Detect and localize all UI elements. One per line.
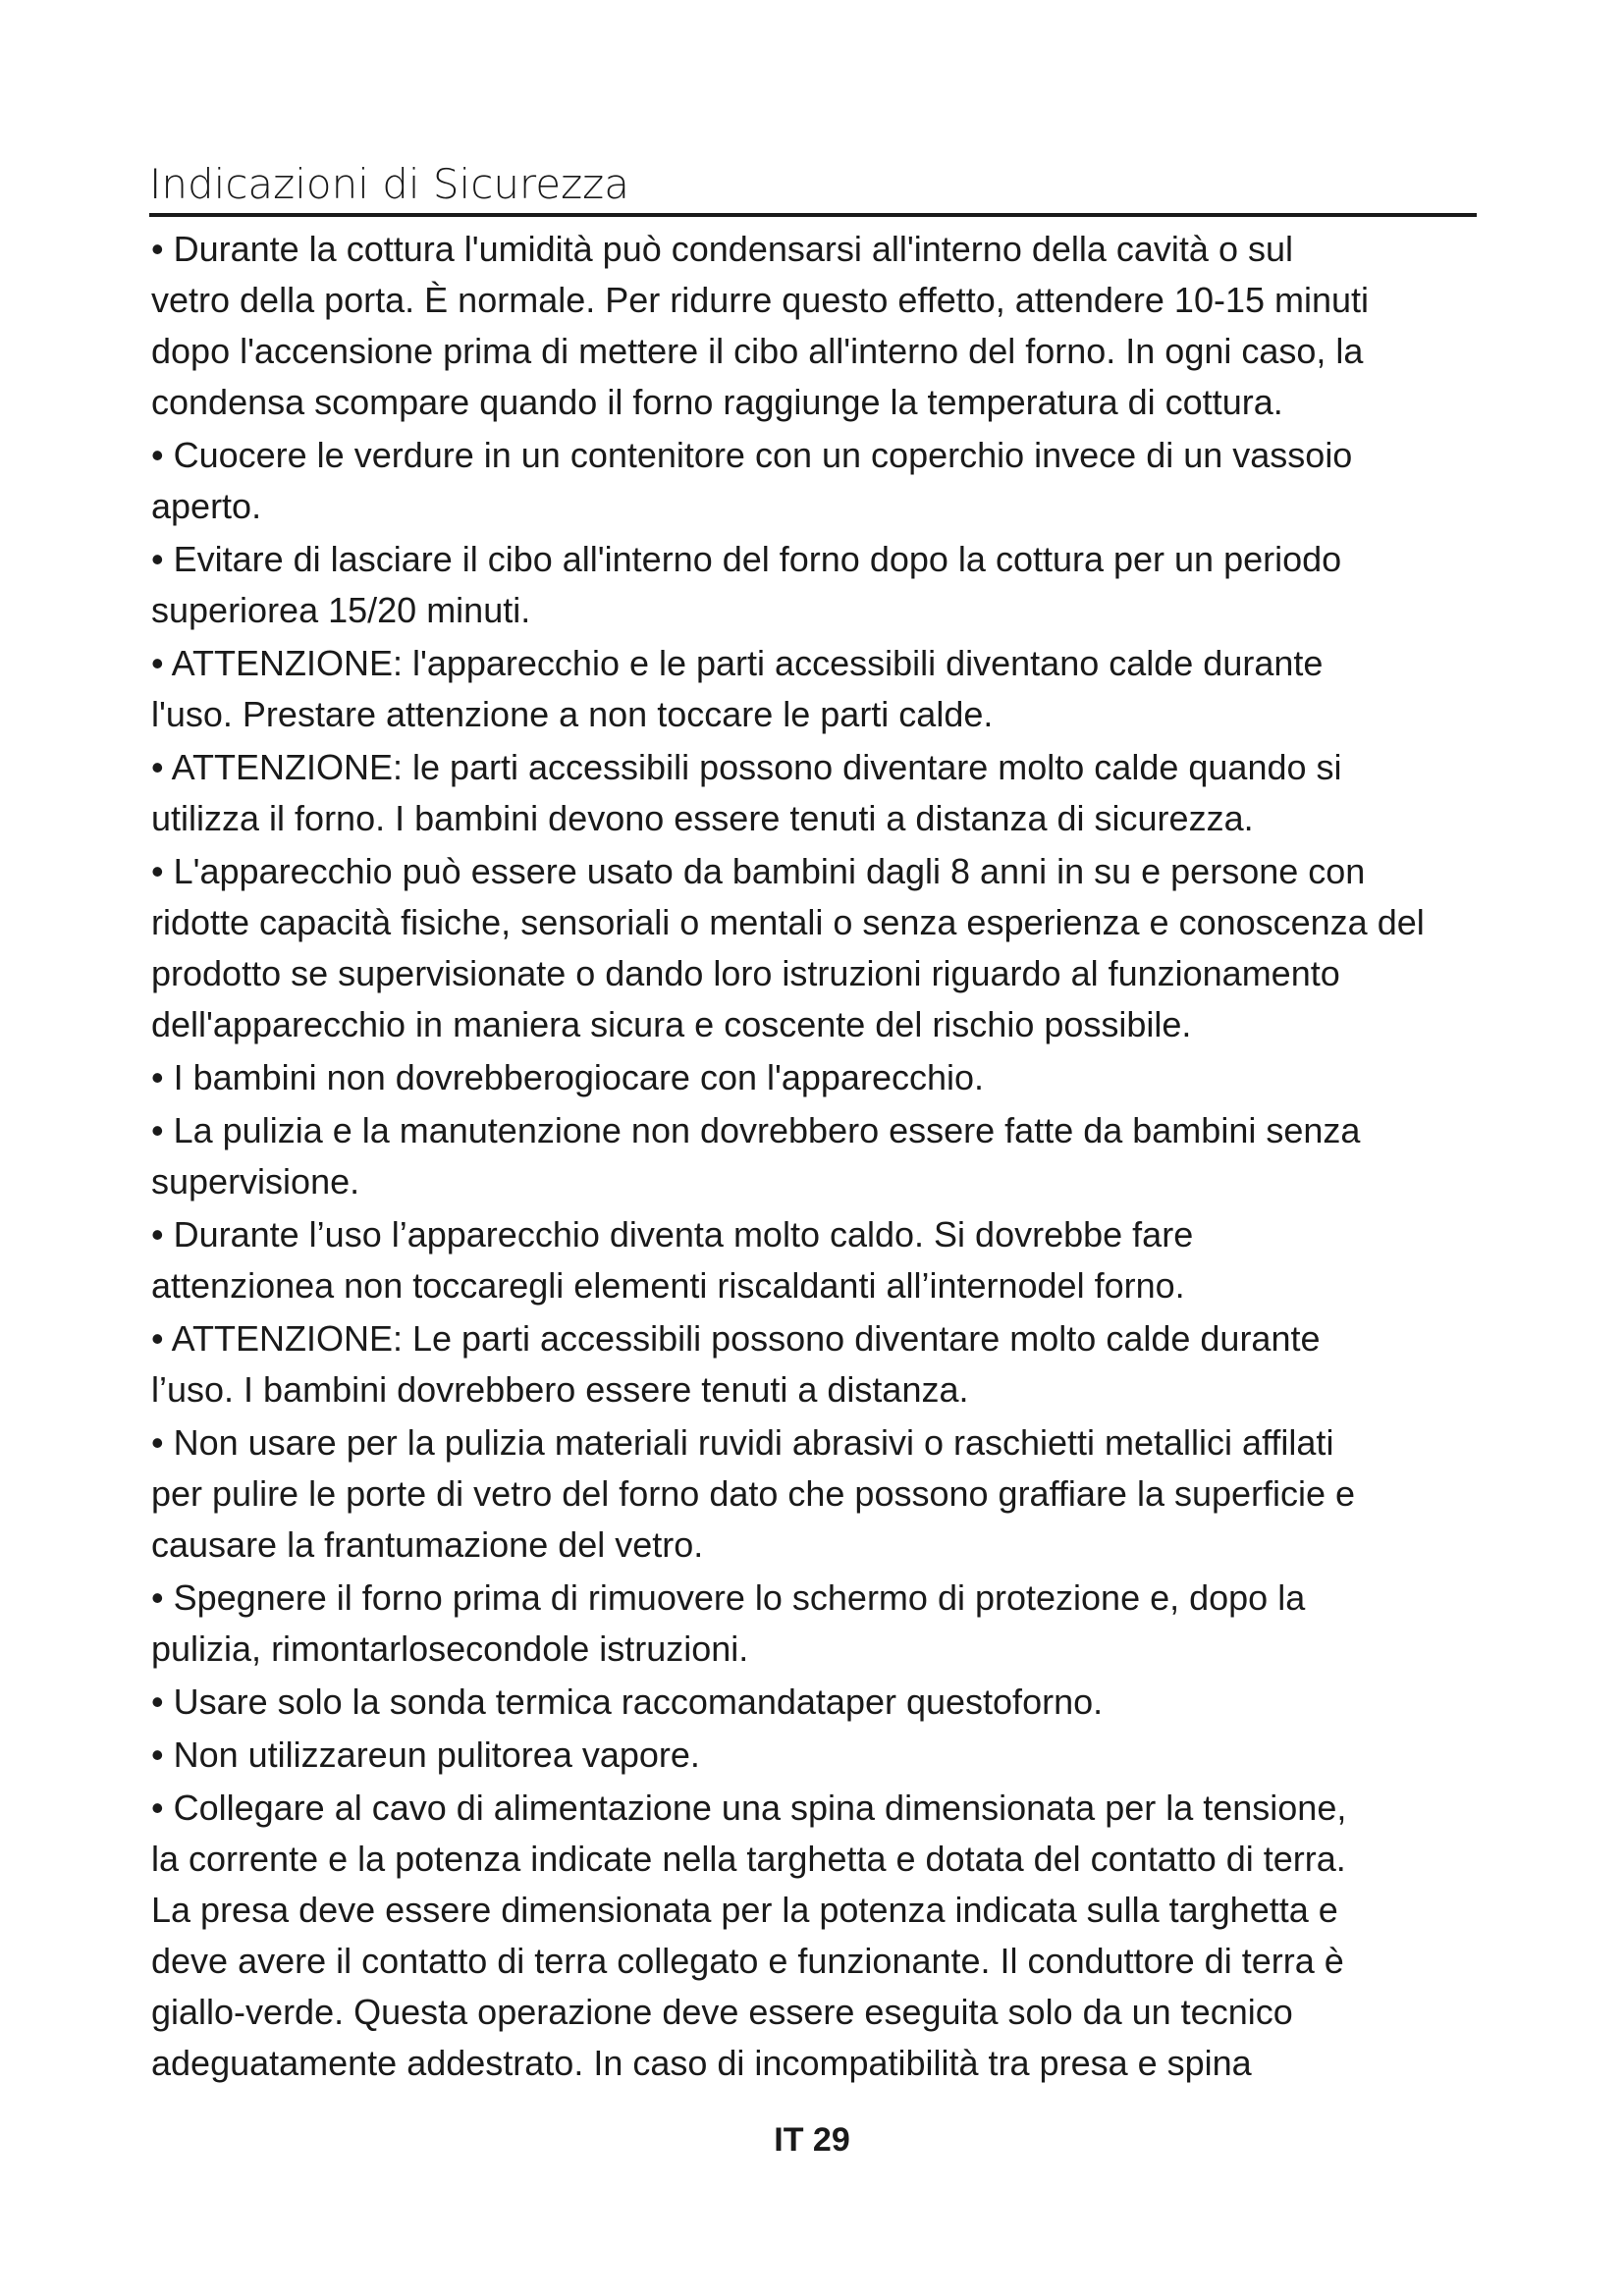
instruction-item-4: • ATTENZIONE: l'apparecchio e le parti accessibili diventano calde durante l'uso. Prestare attenzione a non toccare le parti calde. <box>151 643 1324 734</box>
instruction-item-10: • ATTENZIONE: Le parti accessibili possono diventare molto calde durante l’uso. I bambini dovrebbero essere tenuti a distanza. <box>151 1318 1321 1410</box>
instruction-item-2: • Cuocere le verdure in un contenitore con un coperchio invece di un vassoio aperto. <box>151 435 1353 526</box>
instruction-item-13: • Usare solo la sonda termica raccomandataper questoforno. <box>151 1682 1104 1722</box>
section-title: Indicazioni di Sicurezza <box>149 160 629 208</box>
instruction-item-15: • Collegare al cavo di alimentazione una spina dimensionata per la tensione, la corrente e la potenza indicate nella targhetta e dotata del contatto di terra. La presa deve essere dimensionata per la potenza indicata sulla targhetta e deve avere il contatto di terra collegato e funzionante. Il conduttore di terra è giallo-verde. Questa operazione deve essere eseguita solo da un tecnico adeguatamente addestrato. In caso di incompatibilità tra presa e spina <box>151 1788 1347 2083</box>
instruction-item-6: • L'apparecchio può essere usato da bambini dagli 8 anni in su e persone con ridotte capacità fisiche, sensoriali o mentali o senza esperienza e conoscenza del prodotto se supervisionate o dando loro istruzioni riguardo al funzionamento dell'apparecchio in maniera sicura e coscente del rischio possibile. <box>151 851 1425 1044</box>
instruction-item-1: • Durante la cottura l'umidità può condensarsi all'interno della cavità o sul vetro della porta. È normale. Per ridurre questo effetto, attendere 10-15 minuti dopo l'accensione prima di mettere il cibo all'interno del forno. In ogni caso, la condensa scompare quando il forno raggiunge la temperatura di cottura. <box>151 229 1370 422</box>
instruction-item-12: • Spegnere il forno prima di rimuovere lo schermo di protezione e, dopo la pulizia, rimontarlosecondole istruzioni. <box>151 1577 1306 1669</box>
title-underline <box>149 213 1477 217</box>
instruction-item-8: • La pulizia e la manutenzione non dovrebbero essere fatte da bambini senza supervisione. <box>151 1110 1361 1201</box>
instruction-item-11: • Non usare per la pulizia materiali ruvidi abrasivi o raschietti metallici affilati per pulire le porte di vetro del forno dato che possono graffiare la superficie e causare la frantumazione del vetro. <box>151 1422 1356 1565</box>
instruction-item-7: • I bambini non dovrebberogiocare con l'apparecchio. <box>151 1057 985 1097</box>
instruction-item-3: • Evitare di lasciare il cibo all'interno del forno dopo la cottura per un periodo superiorea 15/20 minuti. <box>151 539 1342 630</box>
safety-instructions <box>151 224 1526 2091</box>
page-number: IT 29 <box>774 2121 850 2159</box>
instruction-item-14: • Non utilizzareun pulitorea vapore. <box>151 1735 700 1775</box>
instruction-item-9: • Durante l’uso l’apparecchio diventa molto caldo. Si dovrebbe fare attenzionea non toccaregli elementi riscaldanti all’internodel forno. <box>151 1214 1194 1306</box>
instruction-item-5: • ATTENZIONE: le parti accessibili possono diventare molto calde quando si utilizza il forno. I bambini devono essere tenuti a distanza di sicurezza. <box>151 747 1342 838</box>
